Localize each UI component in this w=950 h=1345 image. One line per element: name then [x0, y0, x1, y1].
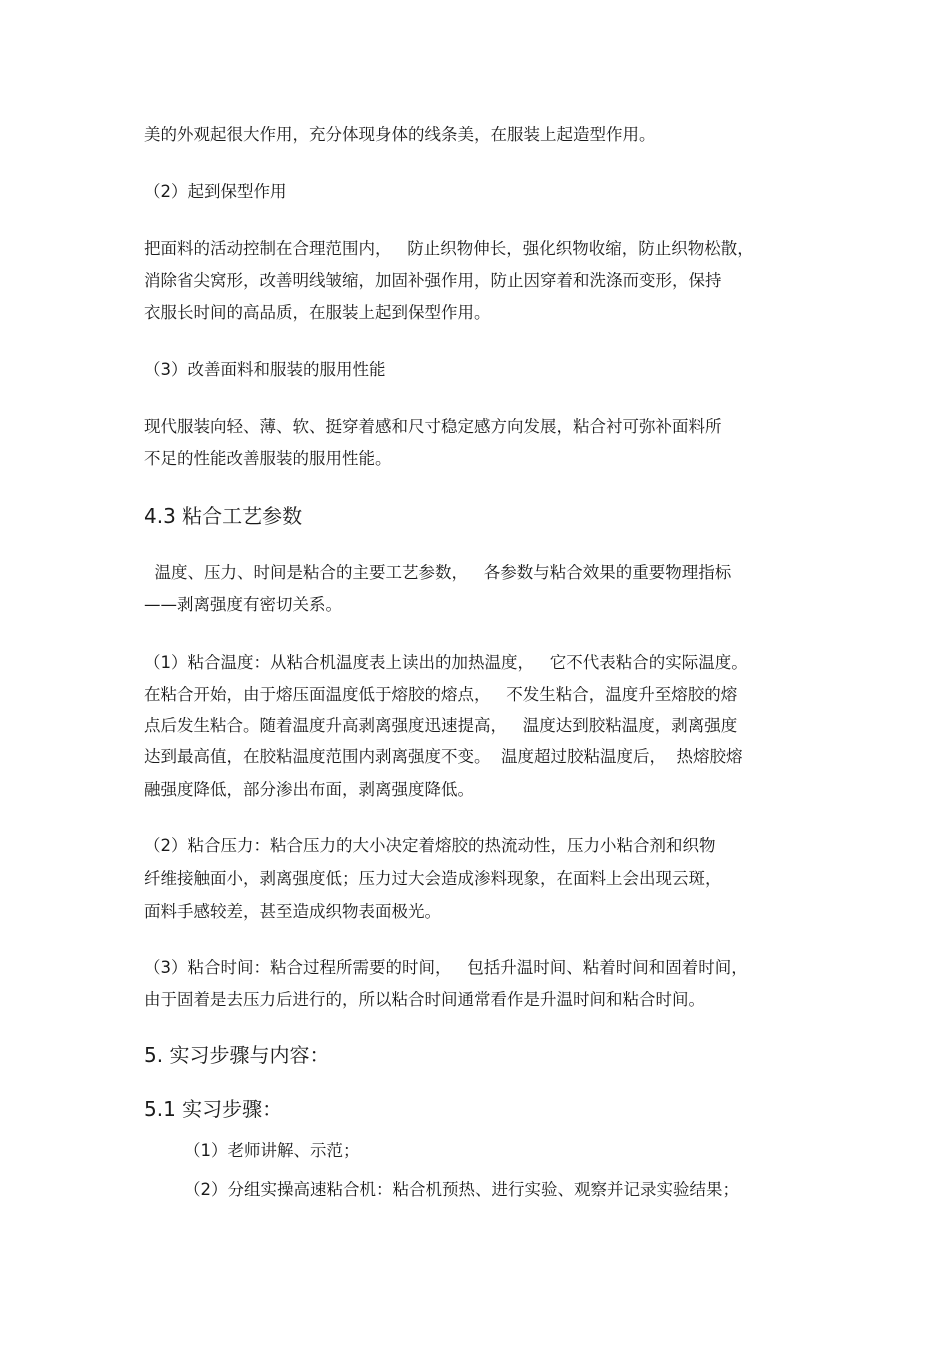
param-3-line-1: （3）粘合时间：粘合过程所需要的时间， 包括升温时间、粘着时间和固着时间，	[144, 958, 748, 977]
param-3-line-2: 由于固着是去压力后进行的，所以粘合时间通常看作是升温时间和粘合时间。	[144, 990, 705, 1009]
step-2: （2）分组实操高速粘合机：粘合机预热、进行实验、观察并记录实验结果；	[184, 1180, 739, 1199]
param-1-line-5: 融强度降低，部分渗出布面，剥离强度降低。	[144, 780, 474, 799]
section-4-3-intro-line-2: ——剥离强度有密切关系。	[144, 595, 342, 614]
param-2-line-2: 纤维接触面小，剥离强度低；压力过大会造成渗料现象，在面料上会出现云斑，	[144, 869, 722, 888]
section-5-title: 5. 实习步骤与内容：	[144, 1043, 330, 1067]
item-2-body-line-1: 把面料的活动控制在合理范围内， 防止织物伸长，强化织物收缩，防止织物松散，	[144, 239, 754, 258]
section-4-3-title: 4.3 粘合工艺参数	[144, 504, 303, 528]
paragraph-intro-tail: 美的外观起很大作用，充分体现身体的线条美，在服装上起造型作用。	[144, 125, 656, 144]
item-3-body-line-1: 现代服装向轻、薄、软、挺穿着感和尺寸稳定感方向发展，粘合衬可弥补面料所	[144, 417, 722, 436]
param-2-line-1: （2）粘合压力：粘合压力的大小决定着熔胶的热流动性，压力小粘合剂和织物	[144, 836, 716, 855]
item-3-heading: （3）改善面料和服装的服用性能	[144, 360, 386, 379]
item-3-body-line-2: 不足的性能改善服装的服用性能。	[144, 449, 392, 468]
item-2-body-line-2: 消除省尖窝形，改善明线皱缩，加固补强作用，防止因穿着和洗涤而变形，保持	[144, 271, 722, 290]
item-2-heading: （2）起到保型作用	[144, 182, 287, 201]
section-4-3-intro-line-1: 温度、压力、时间是粘合的主要工艺参数， 各参数与粘合效果的重要物理指标	[144, 563, 732, 582]
section-5-1-title: 5.1 实习步骤：	[144, 1097, 283, 1121]
param-1-line-2: 在粘合开始，由于熔压面温度低于熔胶的熔点， 不发生粘合，温度升至熔胶的熔	[144, 685, 738, 704]
item-2-body-line-3: 衣服长时间的高品质，在服装上起到保型作用。	[144, 303, 491, 322]
param-2-line-3: 面料手感较差，甚至造成织物表面极光。	[144, 902, 441, 921]
param-1-line-3: 点后发生粘合。随着温度升高剥离强度迅速提高， 温度达到胶粘温度，剥离强度	[144, 716, 738, 735]
step-1: （1）老师讲解、示范；	[184, 1141, 360, 1160]
param-1-line-4: 达到最高值，在胶粘温度范围内剥离强度不变。 温度超过胶粘温度后， 热熔胶熔	[144, 747, 743, 766]
param-1-line-1: （1）粘合温度：从粘合机温度表上读出的加热温度， 它不代表粘合的实际温度。	[144, 653, 748, 672]
